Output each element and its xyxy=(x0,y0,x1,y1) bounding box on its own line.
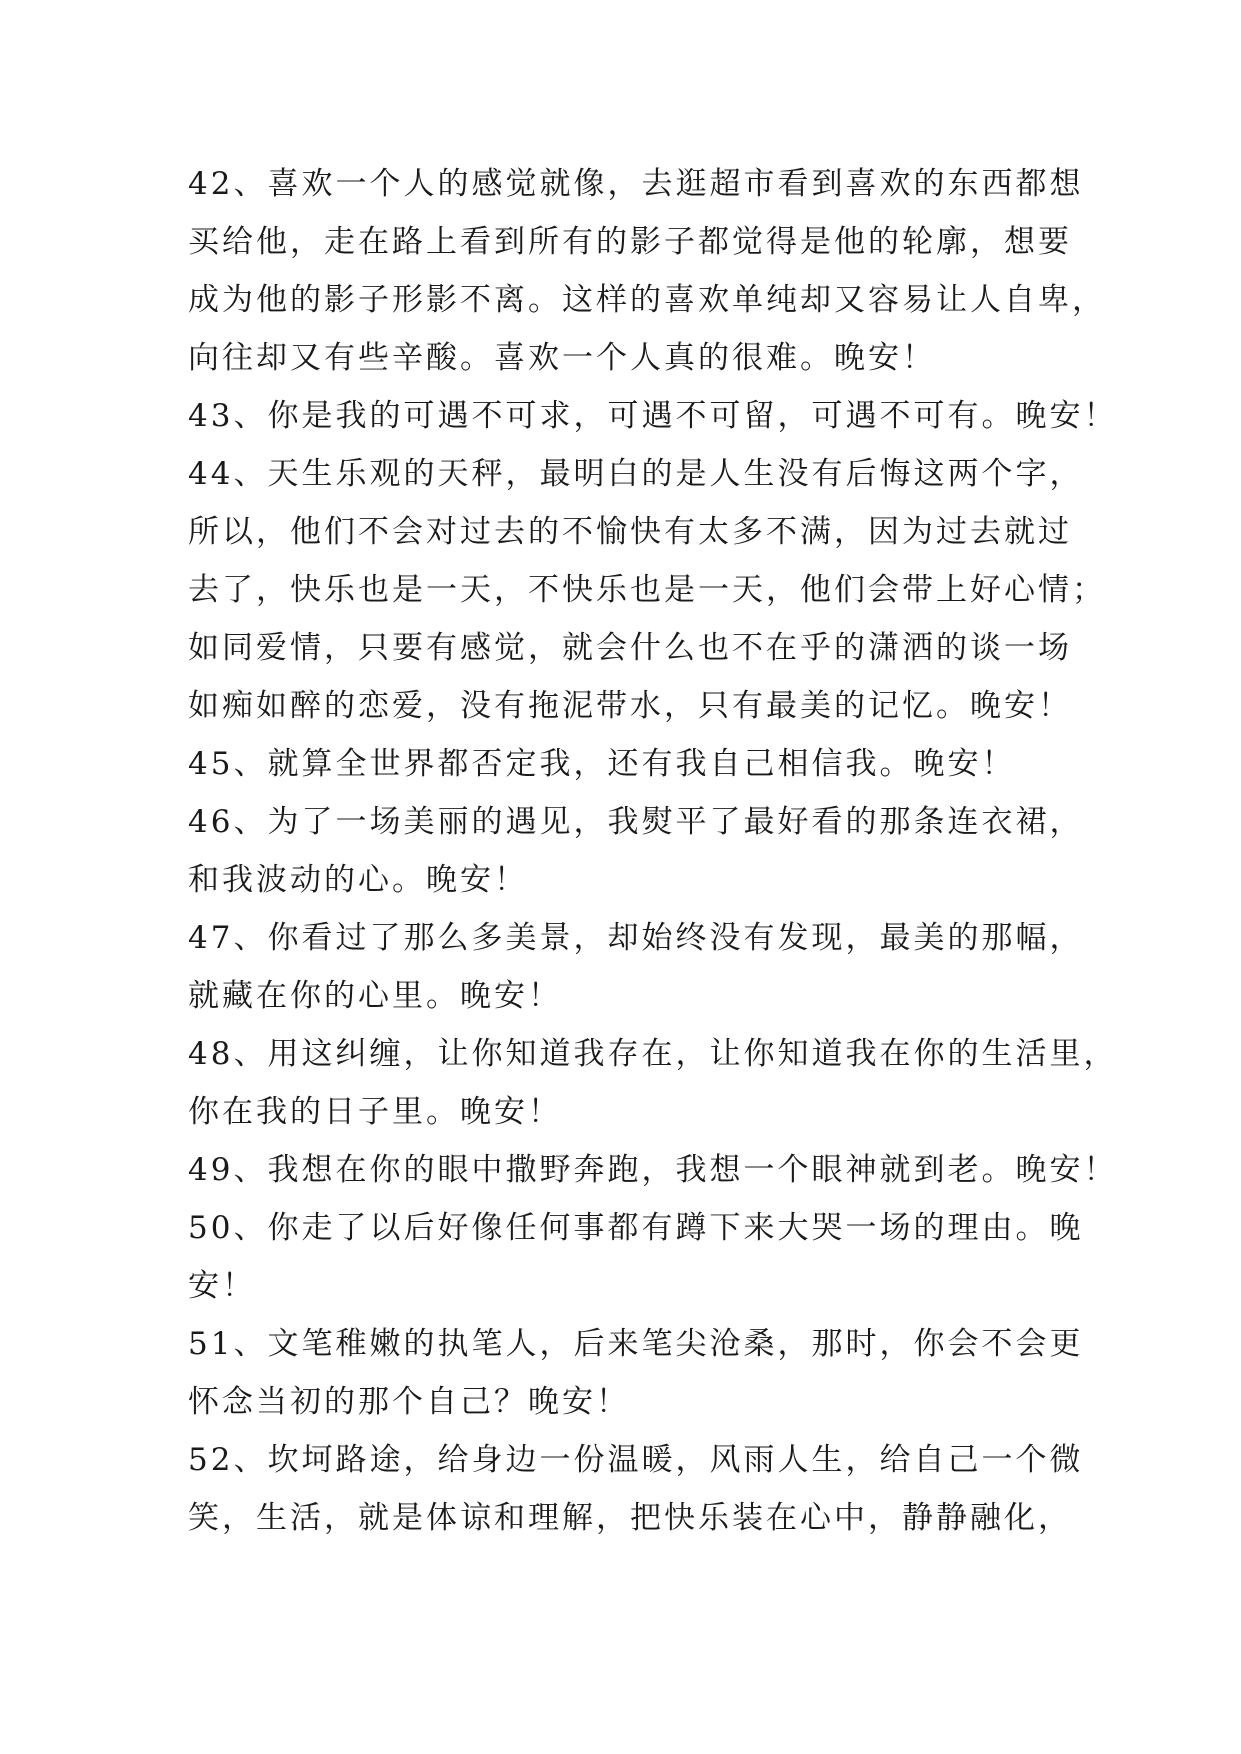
text-line: 43、你是我的可遇不可求，可遇不可留，可遇不可有。晚安！ xyxy=(188,398,1118,434)
text-line: 你在我的日子里。晚安！ xyxy=(188,1094,562,1130)
text-line: 和我波动的心。晚安！ xyxy=(188,862,528,898)
text-line: 所以，他们不会对过去的不愉快有太多不满，因为过去就过 xyxy=(188,514,1072,550)
text-line: 买给他，走在路上看到所有的影子都觉得是他的轮廓，想要 xyxy=(188,224,1072,260)
text-line: 安！ xyxy=(188,1268,256,1304)
text-line: 46、为了一场美丽的遇见，我熨平了最好看的那条连衣裙， xyxy=(188,804,1084,840)
text-line: 向往却又有些辛酸。喜欢一个人真的很难。晚安！ xyxy=(188,340,936,376)
text-line: 笑，生活，就是体谅和理解，把快乐装在心中，静静融化， xyxy=(188,1500,1072,1536)
text-line: 51、文笔稚嫩的执笔人，后来笔尖沧桑，那时，你会不会更 xyxy=(188,1326,1084,1362)
text-line: 48、用这纠缠，让你知道我存在，让你知道我在你的生活里， xyxy=(188,1036,1118,1072)
text-line: 52、坎坷路途，给身边一份温暖，风雨人生，给自己一个微 xyxy=(188,1442,1084,1478)
text-line: 45、就算全世界都否定我，还有我自己相信我。晚安！ xyxy=(188,746,1016,782)
text-line: 怀念当初的那个自己？晚安！ xyxy=(188,1384,630,1420)
text-line: 成为他的影子形影不离。这样的喜欢单纯却又容易让人自卑， xyxy=(188,282,1106,318)
text-line: 去了，快乐也是一天，不快乐也是一天，他们会带上好心情； xyxy=(188,572,1106,608)
document-body xyxy=(188,155,1118,1547)
text-line: 50、你走了以后好像任何事都有蹲下来大哭一场的理由。晚 xyxy=(188,1210,1084,1246)
text-line: 42、喜欢一个人的感觉就像，去逛超市看到喜欢的东西都想 xyxy=(188,166,1084,202)
text-line: 47、你看过了那么多美景，却始终没有发现，最美的那幅， xyxy=(188,920,1084,956)
text-line: 44、天生乐观的天秤，最明白的是人生没有后悔这两个字， xyxy=(188,456,1084,492)
text-line: 49、我想在你的眼中撒野奔跑，我想一个眼神就到老。晚安！ xyxy=(188,1152,1118,1188)
text-line: 就藏在你的心里。晚安！ xyxy=(188,978,562,1014)
text-line: 如痴如醉的恋爱，没有拖泥带水，只有最美的记忆。晚安！ xyxy=(188,688,1072,724)
text-line: 如同爱情，只要有感觉，就会什么也不在乎的潇洒的谈一场 xyxy=(188,630,1072,666)
